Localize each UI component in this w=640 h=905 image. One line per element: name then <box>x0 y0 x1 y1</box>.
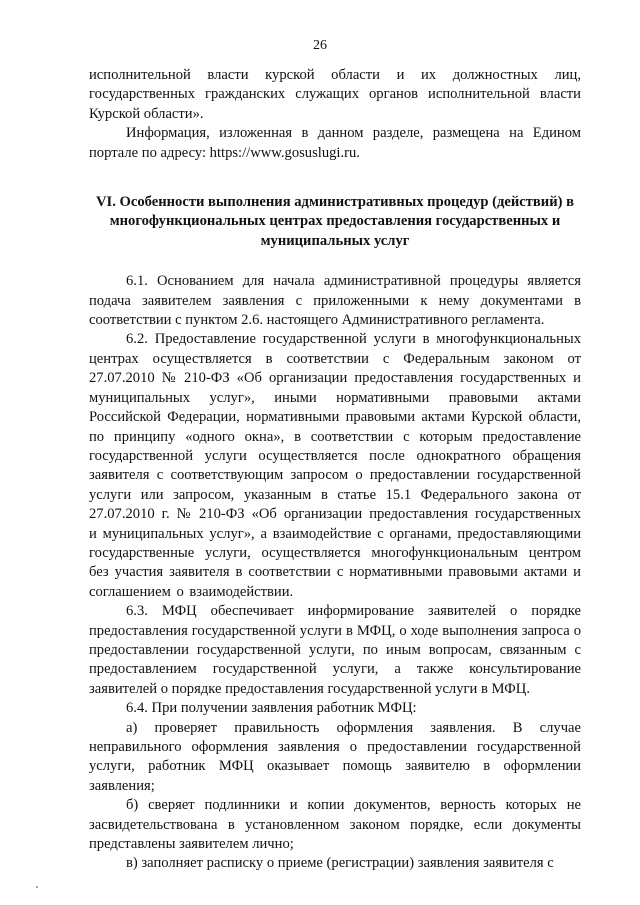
section-title: VI. Особенности выполнения административных процедур (действий) в многофункциональных центрах предоставления государственных и муниципальных услуг <box>96 194 574 249</box>
paragraph-6-4: 6.4. При получении заявления работник МФЦ: <box>126 700 417 717</box>
intro-paragraph-continued: исполнительной власти курской области и их должностных лиц, государственных гражданских служащих органов исполнительной власти Курской области». <box>89 67 581 122</box>
paragraph-6-4-b: б) сверяет подлинники и копии документов, верность которых не засвидетельствована в установленном законом порядке, если документы представлены заявителем лично; <box>89 797 581 853</box>
scan-speck <box>36 886 38 888</box>
paragraph-6-1: 6.1. Основанием для начала административной процедуры является подача заявителем заявления с приложенными к нему документами в соответствии с пунктом 2.6. настоящего Административного регламента. <box>89 273 581 329</box>
paragraph-6-2: 6.2. Предоставление государственной услуги в многофункциональных центрах осуществляется в соответствии с Федеральным законом от 27.07.2010 № 210-ФЗ «Об организации предоставления государственных и муниципальных услуг», иными нормативными правовыми актами Российской Федерации, нормативными правовыми актами Курской области, по принципу «одного окна», в соответствии с которым предоставление государственной услуги осуществляется после однократного обращения заявителя с соответствующим запросом о предоставлении государственной услуги или запросом, указанным в статье 15.1 Федерального закона от 27.07.2010 г. № 210-ФЗ «Об организации предоставления государственных и муниципальных услуг», а взаимодействие с органами, предоставляющими государственные услуги, осуществляется многофункциональным центром без участия заявителя в соответствии с нормативными правовыми актами и соглашением о взаимодействии. <box>89 331 581 600</box>
paragraph-6-4-v: в) заполняет расписку о приеме (регистрации) заявления заявителя с <box>126 855 554 872</box>
paragraph-6-4-a: а) проверяет правильность оформления заявления. В случае неправильного оформления заявления о предоставлении государственной услуги, работник МФЦ оказывает помощь заявителю в оформлении заявления; <box>89 719 581 794</box>
page-body <box>89 66 581 874</box>
intro-paragraph-portal: Информация, изложенная в данном разделе, размещена на Едином портале по адресу: https://www.gosuslugi.ru. <box>89 125 581 161</box>
page-number: 26 <box>313 38 327 53</box>
paragraph-6-3: 6.3. МФЦ обеспечивает информирование заявителей о порядке предоставления государственной услуги в МФЦ, о ходе выполнения запроса о предоставлении государственной услуги, по иным вопросам, связанным с предоставлением государственной услуги, а также консультирование заявителей о порядке предоставления государственной услуги в МФЦ. <box>89 603 581 697</box>
